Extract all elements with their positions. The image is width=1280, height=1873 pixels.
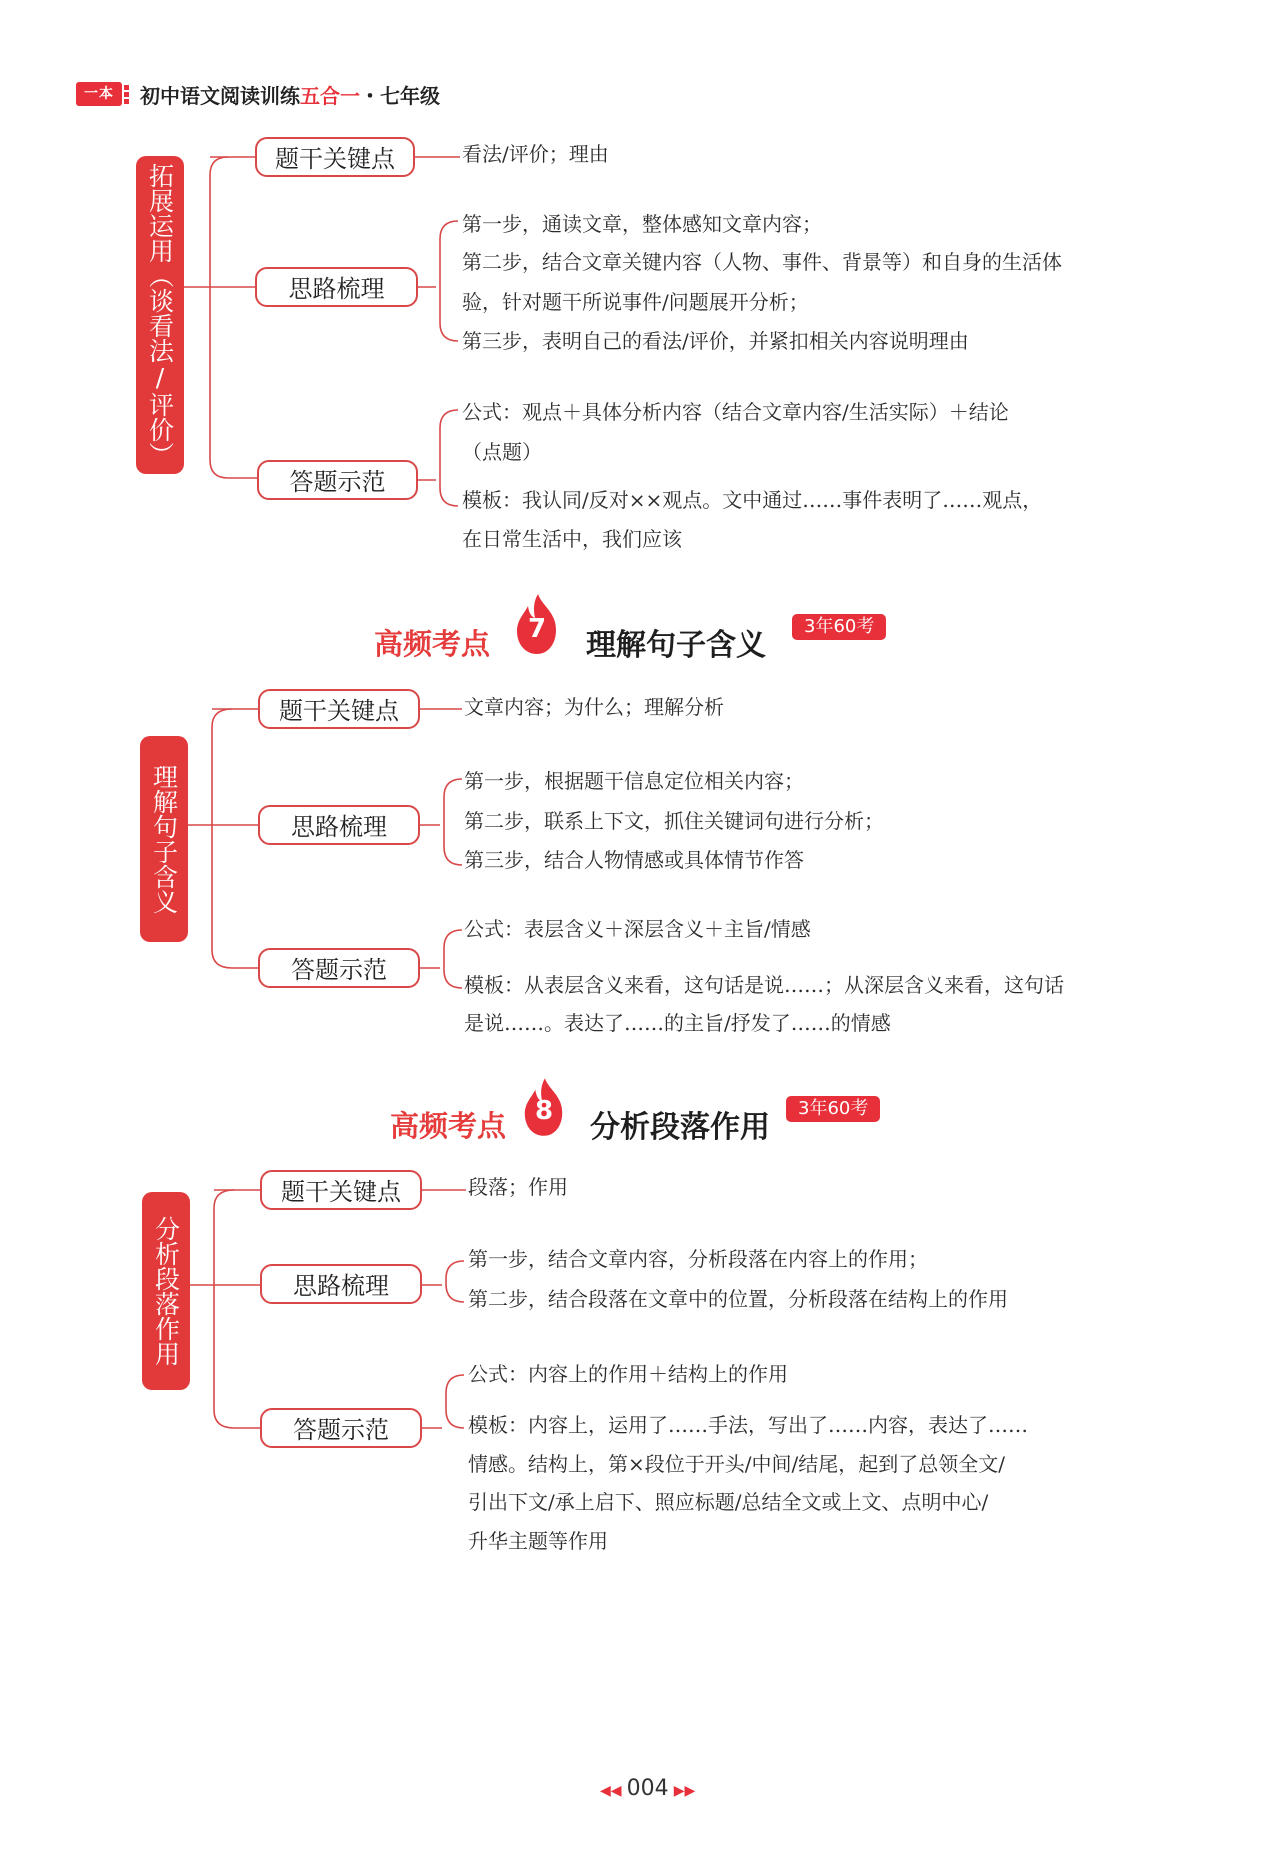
- answer-template-8-l3: 引出下文/承上启下、照应标题/总结全文或上文、点明中心/: [468, 1490, 989, 1514]
- node-thinking-steps: 思路梳理: [255, 267, 418, 307]
- book-title: 初中语文阅读训练五合一・七年级: [140, 84, 440, 108]
- answer-template-8-l2: 情感。结构上，第×段位于开头/中间/结尾，起到了总领全文/: [468, 1452, 1005, 1476]
- prev-arrows-icon: ◀◀: [600, 1783, 622, 1799]
- section7-label: 高频考点: [374, 627, 491, 661]
- answer-template-8: 模板：内容上，运用了……手法，写出了……内容，表达了……: [468, 1413, 1028, 1437]
- category-tag-paragraph: 分析段落作用: [142, 1192, 190, 1390]
- category-tag-extend: 拓展运用（谈看法/评价）: [136, 156, 184, 474]
- thinking-step-1-7: 第一步，根据题干信息定位相关内容；: [464, 769, 804, 793]
- logo-dots: [124, 84, 130, 104]
- node-thinking-steps-7: 思路梳理: [258, 805, 420, 845]
- answer-template-8-l4: 升华主题等作用: [468, 1529, 608, 1553]
- next-arrows-icon: ▶▶: [673, 1783, 696, 1799]
- answer-template-7: 模板：从表层含义来看，这句话是说……；从深层含义来看，这句话: [464, 973, 1064, 997]
- answer-formula-cont: （点题）: [462, 440, 542, 464]
- section8-number: 8: [534, 1096, 554, 1126]
- thinking-step-1: 第一步，通读文章，整体感知文章内容；: [462, 212, 822, 236]
- page-number-text: 004: [626, 1776, 669, 1801]
- key-points-text: 看法/评价；理由: [462, 142, 609, 166]
- category-tag-sentence: 理解句子含义: [140, 736, 188, 942]
- key-points-text-8: 段落；作用: [468, 1175, 568, 1199]
- series-logo-badge: 一本: [76, 82, 122, 106]
- answer-template-cont: 在日常生活中，我们应该: [462, 527, 682, 551]
- node-key-points-7: 题干关键点: [258, 689, 420, 729]
- answer-template-7-cont: 是说……。表达了……的主旨/抒发了……的情感: [464, 1011, 891, 1035]
- node-key-points: 题干关键点: [255, 137, 415, 177]
- answer-template: 模板：我认同/反对××观点。文中通过……事件表明了……观点，: [462, 488, 1043, 512]
- node-thinking-steps-8: 思路梳理: [260, 1264, 422, 1304]
- section7-count-text: 3年60考: [792, 614, 886, 640]
- thinking-step-2-8: 第二步，结合段落在文章中的位置，分析段落在结构上的作用: [468, 1287, 1008, 1311]
- thinking-step-3-7: 第三步，结合人物情感或具体情节作答: [464, 848, 804, 872]
- answer-formula: 公式：观点＋具体分析内容（结合文章内容/生活实际）＋结论: [462, 400, 1009, 424]
- thinking-step-3: 第三步，表明自己的看法/评价，并紧扣相关内容说明理由: [462, 329, 969, 353]
- thinking-step-2-7: 第二步，联系上下文，抓住关键词句进行分析；: [464, 809, 884, 833]
- section8-count-badge: [786, 1096, 880, 1122]
- node-answer-model-8: 答题示范: [260, 1408, 422, 1448]
- section8-label: 高频考点: [390, 1109, 507, 1143]
- thinking-step-2: 第二步，结合文章关键内容（人物、事件、背景等）和自身的生活体: [462, 250, 1062, 274]
- section7-count-badge: [792, 614, 886, 640]
- page-number: [600, 1776, 695, 1801]
- section8-count-text: 3年60考: [786, 1096, 880, 1122]
- key-points-text-7: 文章内容；为什么；理解分析: [464, 695, 724, 719]
- section8-title: 分析段落作用: [590, 1110, 770, 1145]
- node-answer-model-7: 答题示范: [258, 948, 420, 988]
- section7-number: 7: [527, 614, 547, 644]
- thinking-step-2-cont: 验，针对题干所说事件/问题展开分析；: [462, 290, 809, 314]
- answer-formula-7: 公式：表层含义＋深层含义＋主旨/情感: [464, 917, 811, 941]
- thinking-step-1-8: 第一步，结合文章内容，分析段落在内容上的作用；: [468, 1247, 928, 1271]
- flame-icon-7: [512, 592, 562, 656]
- section7-title: 理解句子含义: [586, 628, 766, 663]
- flame-icon-8: [520, 1076, 568, 1138]
- node-answer-model: 答题示范: [257, 460, 418, 500]
- answer-formula-8: 公式：内容上的作用＋结构上的作用: [468, 1362, 788, 1386]
- node-key-points-8: 题干关键点: [260, 1170, 422, 1210]
